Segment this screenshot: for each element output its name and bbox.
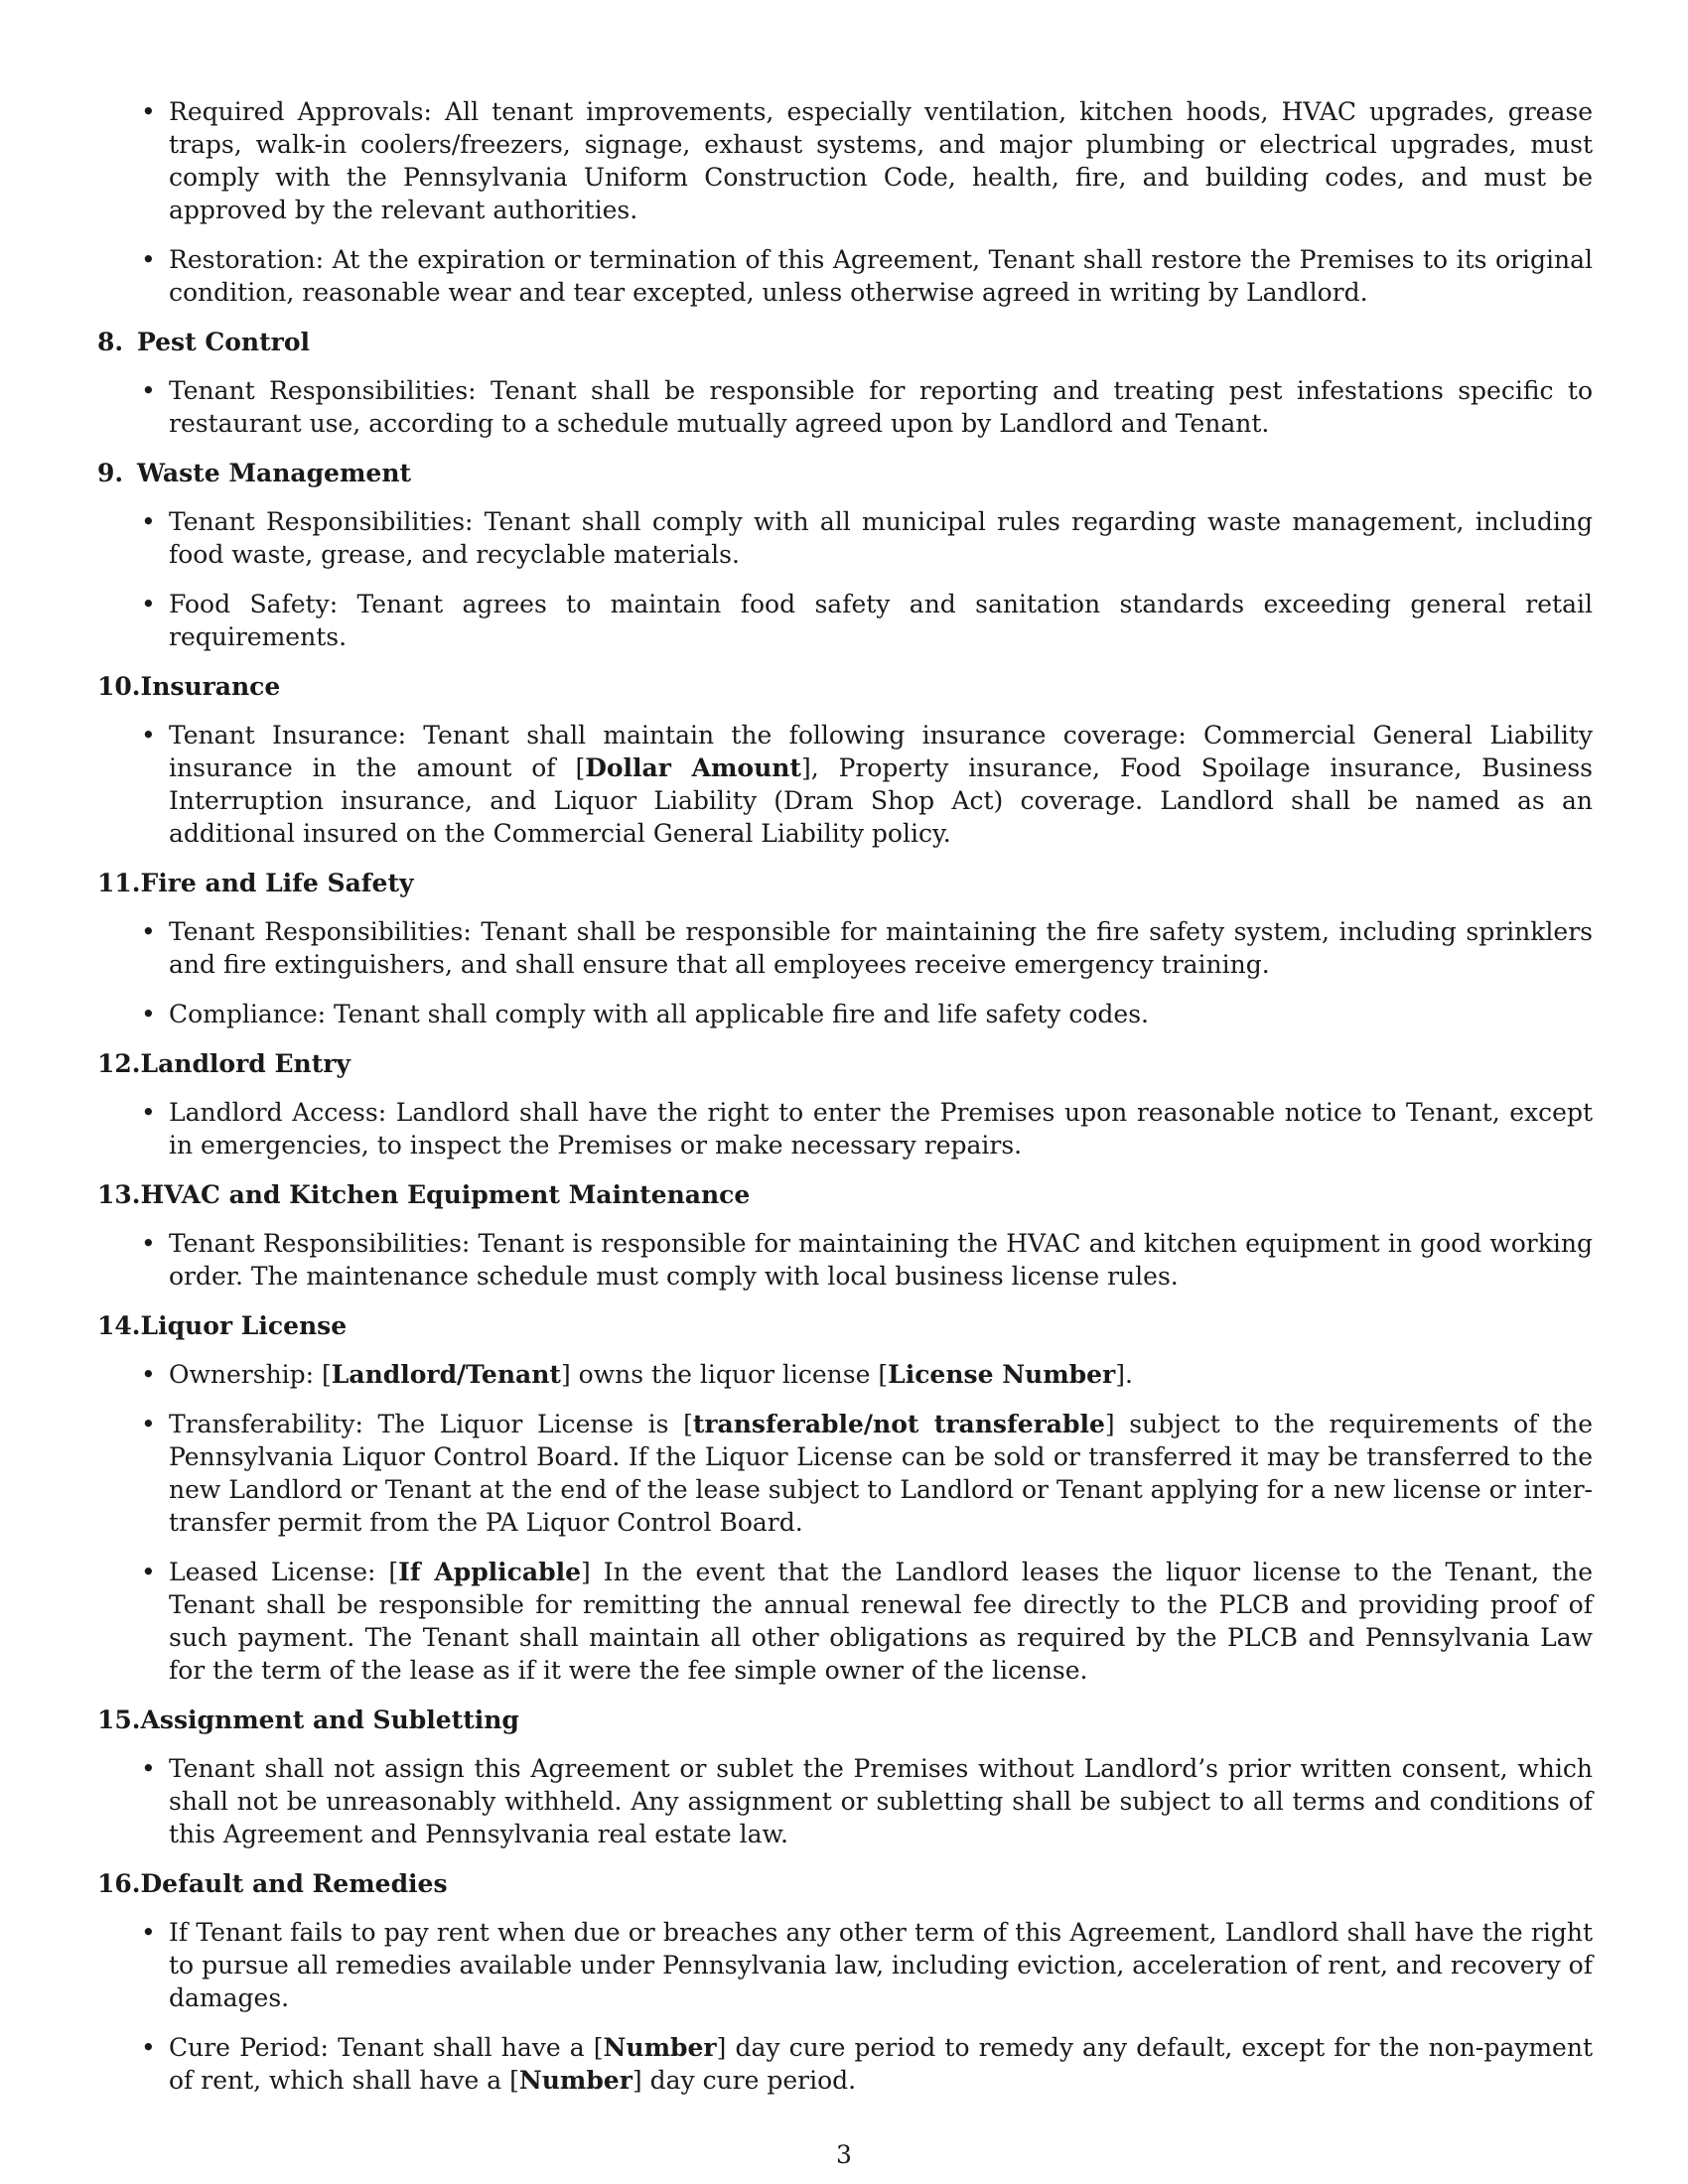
bullet-text: ]. [1115, 1360, 1133, 1389]
list-item [97, 1358, 1593, 1391]
section-12 [97, 1047, 1593, 1161]
section-bullets [97, 1227, 1593, 1293]
section-heading [97, 1178, 1593, 1211]
bullet-text: Compliance: Tenant shall comply with all applicable fire and life safety codes. [169, 1000, 1149, 1028]
section-number: 13. [97, 1180, 141, 1209]
section-13 [97, 1178, 1593, 1293]
bullet-label: Required Approvals: [169, 97, 432, 126]
bullet-text: Ownership: [ [169, 1360, 332, 1389]
section-bullets [97, 505, 1593, 653]
list-item [97, 374, 1593, 440]
section-heading [97, 457, 1593, 489]
bullet-text: Tenant Responsibilities: Tenant shall be responsible for maintaining the fire safety system, including sprinklers and fire extinguishers, and shall ensure that all employees receive emergency training. [169, 917, 1593, 979]
section-title: Pest Control [137, 328, 310, 356]
list-item [97, 2031, 1593, 2097]
section-heading [97, 326, 1593, 358]
section-8 [97, 326, 1593, 440]
list-item [97, 998, 1593, 1030]
list-item [97, 505, 1593, 571]
section-11 [97, 867, 1593, 1030]
placeholder-field: Landlord/Tenant [331, 1360, 561, 1389]
section-number: 8. [97, 328, 124, 356]
section-14 [97, 1309, 1593, 1687]
section-bullets [97, 1096, 1593, 1161]
bullet-text: Cure Period: Tenant shall have a [ [169, 2033, 604, 2062]
bullet-required-approvals [97, 95, 1593, 226]
section-number: 12. [97, 1049, 141, 1078]
section-bullets [97, 915, 1593, 1030]
bullet-text: ] day cure period. [632, 2066, 857, 2095]
section-heading [97, 867, 1593, 899]
section-title: Assignment and Subletting [140, 1706, 519, 1734]
list-item [97, 1752, 1593, 1850]
section-bullets [97, 1752, 1593, 1850]
bullet-text: Tenant Insurance: Tenant shall maintain the following insurance coverage: Commercial General Liability insurance in the amount of [ [169, 721, 1593, 782]
sections-container [97, 326, 1593, 2097]
page-body [97, 95, 1593, 2097]
section-bullets [97, 1358, 1593, 1687]
continued-bullets [97, 95, 1593, 309]
placeholder-field: Number [603, 2033, 717, 2062]
section-heading [97, 1867, 1593, 1900]
list-item [97, 719, 1593, 850]
section-title: Insurance [140, 672, 281, 701]
bullet-text: Landlord Access: Landlord shall have the right to enter the Premises upon reasonable notice to Tenant, except in emergencies, to inspect the Premises or make necessary repairs. [169, 1098, 1593, 1160]
section-title: Default and Remedies [140, 1869, 448, 1898]
section-heading [97, 1047, 1593, 1080]
section-number: 10. [97, 672, 141, 701]
document-page [97, 95, 1593, 2114]
section-number: 16. [97, 1869, 141, 1898]
list-item [97, 1408, 1593, 1539]
section-15 [97, 1704, 1593, 1850]
section-bullets [97, 1916, 1593, 2097]
bullet-text: Tenant shall not assign this Agreement or sublet the Premises without Landlord’s prior written consent, which shall not be unreasonably withheld. Any assignment or subletting shall be subject to all terms and conditions of this Agreement and Pennsylvania real estate law. [169, 1754, 1593, 1848]
section-title: Liquor License [140, 1311, 348, 1340]
list-item [97, 1916, 1593, 2014]
section-number: 9. [97, 459, 124, 487]
placeholder-field: License Number [888, 1360, 1116, 1389]
list-item [97, 1556, 1593, 1687]
section-title: Waste Management [137, 459, 412, 487]
bullet-text: Tenant Responsibilities: Tenant is responsible for maintaining the HVAC and kitchen equipment in good working order. The maintenance schedule must comply with local business license rules. [169, 1229, 1593, 1291]
bullet-text: All tenant improvements, especially ventilation, kitchen hoods, HVAC upgrades, grease traps, walk-in coolers/freezers, signage, exhaust systems, and major plumbing or electrical upgrades, must comply with the Pennsylvania Uniform Construction Code, health, fire, and building codes, and must be approved by the relevant authorities. [169, 97, 1593, 224]
section-title: Fire and Life Safety [140, 869, 414, 897]
placeholder-field: transferable/not transferable [692, 1410, 1105, 1438]
section-number: 14. [97, 1311, 141, 1340]
section-title: HVAC and Kitchen Equipment Maintenance [140, 1180, 751, 1209]
section-heading [97, 1704, 1593, 1736]
bullet-text: Transferability: The Liquor License is [ [169, 1410, 693, 1438]
page-number: 3 [836, 2140, 852, 2169]
bullet-text: At the expiration or termination of this Agreement, Tenant shall restore the Premises to its original condition, reasonable wear and tear excepted, unless otherwise agreed in writing by Landlord. [169, 245, 1593, 307]
list-item [97, 1096, 1593, 1161]
section-10 [97, 670, 1593, 850]
list-item [97, 1227, 1593, 1293]
bullet-text: Food Safety: Tenant agrees to maintain food safety and sanitation standards exceeding general retail requirements. [169, 590, 1593, 651]
bullet-text: Leased License: [ [169, 1558, 399, 1586]
section-title: Landlord Entry [140, 1049, 351, 1078]
bullet-text: If Tenant fails to pay rent when due or breaches any other term of this Agreement, Landlord shall have the right to pursue all remedies available under Pennsylvania law, including eviction, acceleration of rent, and recovery of damages. [169, 1918, 1593, 2012]
bullet-restoration [97, 243, 1593, 309]
bullet-text: Tenant Responsibilities: Tenant shall comply with all municipal rules regarding waste management, including food waste, grease, and recyclable materials. [169, 507, 1593, 569]
section-16 [97, 1867, 1593, 2097]
section-bullets [97, 719, 1593, 850]
bullet-text: ] subject to the requirements of the Pennsylvania Liquor Control Board. If the Liquor License can be sold or transferred it may be transferred to the new Landlord or Tenant at the end of the lease subject to Landlord or Tenant applying for a new license or inter-transfer permit from the PA Liquor Control Board. [169, 1410, 1593, 1537]
bullet-label: Restoration: [169, 245, 325, 274]
bullet-text: Tenant Responsibilities: Tenant shall be responsible for reporting and treating pest infestations specific to restaurant use, according to a schedule mutually agreed upon by Landlord and Tenant. [169, 376, 1593, 438]
section-number: 15. [97, 1706, 141, 1734]
bullet-text: ], Property insurance, Food Spoilage insurance, Business Interruption insurance, and Liquor Liability (Dram Shop Act) coverage. Landlord shall be named as an additional insured on the Commercial General Liability policy. [169, 753, 1593, 848]
bullet-text: ] owns the liquor license [ [560, 1360, 889, 1389]
list-item [97, 915, 1593, 981]
bullet-text: ] In the event that the Landlord leases the liquor license to the Tenant, the Tenant shall be responsible for remitting the annual renewal fee directly to the PLCB and providing proof of such payment. The Tenant shall maintain all other obligations as required by the PLCB and Pennsylvania Law for the term of the lease as if it were the fee simple owner of the license. [169, 1558, 1593, 1685]
placeholder-field: Number [518, 2066, 633, 2095]
section-heading [97, 1309, 1593, 1342]
section-bullets [97, 374, 1593, 440]
list-item [97, 588, 1593, 653]
section-9 [97, 457, 1593, 653]
placeholder-field: Dollar Amount [585, 753, 801, 782]
placeholder-field: If Applicable [398, 1558, 581, 1586]
section-heading [97, 670, 1593, 703]
section-number: 11. [97, 869, 141, 897]
bullet-text: ] day cure period to remedy any default, except for the non-payment of rent, which shall have a [ [169, 2033, 1594, 2095]
